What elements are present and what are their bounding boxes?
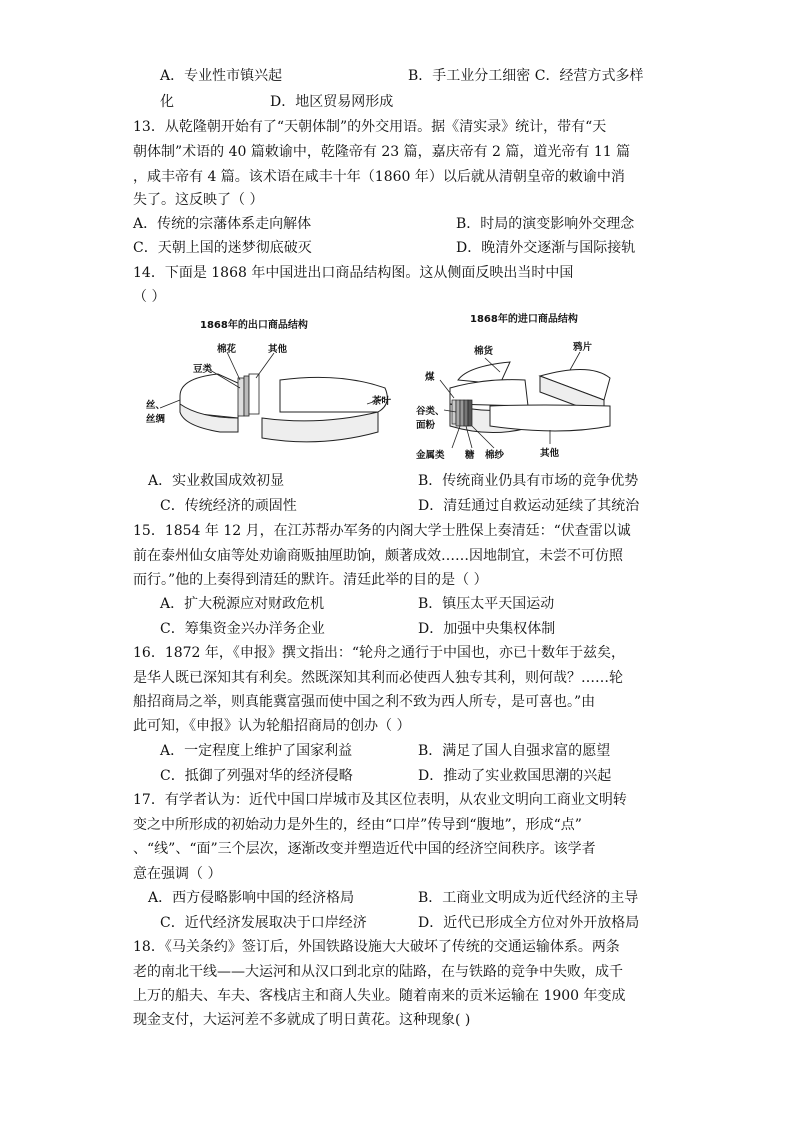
import-chart-title: 1868年的进口商品结构 [470,314,578,325]
import-label-metal: 金属类 [416,450,445,461]
export-label-cotton: 棉花 [217,344,237,355]
q15-option-c[interactable]: C．筹集资金兴办洋务企业 [160,621,325,637]
q14-stem-line-1: 14．下面是 1868 年中国进出口商品结构图。这从侧面反映出当时中国 [133,265,574,281]
q17-option-a[interactable]: A．西方侵略影响中国的经济格局 [148,890,355,906]
export-slice-beans [238,378,244,416]
trade-structure-charts [140,308,660,468]
q14-option-b[interactable]: B．传统商业仍具有市场的竞争优势 [418,473,639,489]
q16-option-a[interactable]: A．一定程度上维护了国家利益 [160,743,353,759]
import-label-grain: 谷类、 [416,406,445,417]
q16-stem-line-2: 是华人既已深知其有利矣。然既深知其利而必使西人独专其利，则何哉？……轮 [133,670,623,686]
q15-stem-line-3: 而行。”他的上奏得到清廷的默许。清廷此举的目的是（ ） [133,572,488,588]
q13-stem-line-2: 朝体制”术语的 40 篇敕谕中，乾隆帝有 23 篇，嘉庆帝有 2 篇，道光帝有 11 篇 [133,144,631,160]
q14-stem-line-2: （ ） [133,289,166,305]
export-pie-chart [146,318,392,442]
import-slice-yarn [468,400,472,426]
import-label-opium: 鸦片 [573,342,593,353]
import-slice-sugar [464,400,468,426]
q12-option-c-continued: 化 [160,94,174,110]
q17-option-c[interactable]: C．近代经济发展取决于口岸经济 [160,915,367,931]
q16-stem-line-4: 此可知，《申报》认为轮船招商局的创办（ ） [133,718,411,734]
export-label-silk: 丝、 [146,400,166,411]
export-slice-cotton [244,376,249,416]
q16-option-b[interactable]: B．满足了国人自强求富的愿望 [418,743,611,759]
q18-stem-line-1: 18．《马关条约》签订后，外国铁路设施大大破坏了传统的交通运输体系。两条 [133,939,620,955]
q17-stem-line-3: 、“线”、“面”三个层次，逐渐改变并塑造近代中国的经济空间秩序。该学者 [133,841,596,857]
q15-option-d[interactable]: D．加强中央集权体制 [418,621,556,637]
q15-stem-line-2: 前在泰州仙女庙等处劝谕商贩抽厘助饷，颇著成效……因地制宜，未尝不可仿照 [133,548,623,564]
q13-option-d[interactable]: D．晚清外交逐渐与国际接轨 [456,240,636,256]
q13-option-c[interactable]: C．天朝上国的迷梦彻底破灭 [133,240,312,256]
import-slice-grain [456,400,460,426]
q16-option-d[interactable]: D．推动了实业救国思潮的兴起 [418,768,612,784]
q13-stem-line-3: ，咸丰帝有 4 篇。该术语在咸丰十年（1860 年）以后就从清朝皇帝的敕谕中消 [133,169,625,185]
import-slice-other [490,405,610,431]
export-label-other: 其他 [268,344,288,355]
import-label-sugar: 糖 [465,450,475,461]
q16-stem-line-1: 16．1872 年，《申报》撰文指出：“轮舟之通行于中国也，亦已十数年于兹矣， [133,645,626,661]
q14-option-d[interactable]: D．清廷通过自救运动延续了其统治 [418,498,640,514]
export-label-silk-2: 丝绸 [146,414,166,425]
import-pie-chart [416,312,610,461]
q16-option-c[interactable]: C．抵御了列强对华的经济侵略 [160,768,353,784]
q17-stem-line-2: 变之中所形成的初始动力是外生的，经由“口岸”传导到“腹地”，形成“点” [133,817,582,833]
q15-option-b[interactable]: B．镇压太平天国运动 [418,596,555,612]
q18-stem-line-4: 现金支付，大运河差不多就成了明日黄花。这种现象( ) [133,1012,471,1028]
q12-option-d[interactable]: D．地区贸易网形成 [270,94,394,110]
import-slice-metal [460,400,464,426]
q17-stem-line-4: 意在强调（ ） [133,866,222,882]
q13-stem-line-1: 13．从乾隆朝开始有了“天朝体制”的外交用语。据《清实录》统计，带有“天 [133,119,607,135]
q16-stem-line-3: 船招商局之举，则真能冀富强而使中国之利不致为西人所专，是可喜也。”由 [133,694,596,710]
q13-stem-line-4: 失了。这反映了（ ） [133,192,264,208]
q14-option-a[interactable]: A．实业救国成效初显 [148,473,285,489]
q15-option-a[interactable]: A．扩大税源应对财政危机 [160,596,325,612]
q13-option-b[interactable]: B．时局的演变影响外交理念 [456,216,635,232]
export-chart-title: 1868年的出口商品结构 [200,320,308,331]
q13-option-a[interactable]: A．传统的宗藩体系走向解体 [133,216,312,232]
q12-option-a[interactable]: A．专业性市镇兴起 [160,68,283,84]
q17-stem-line-1: 17．有学者认为：近代中国口岸城市及其区位表明，从农业文明向工商业文明转 [133,792,627,808]
q12-option-bc[interactable]: B．手工业分工细密 C．经营方式多样 [408,68,644,84]
export-label-tea: 茶叶 [372,396,392,407]
import-label-coal: 煤 [425,372,435,383]
export-label-beans: 豆类 [193,364,213,375]
q14-option-c[interactable]: C．传统经济的顽固性 [160,498,297,514]
export-slice-tea-side [262,412,378,442]
import-label-cotton-goods: 棉货 [474,346,494,357]
q15-stem-line-1: 15．1854 年 12 月，在江苏帮办军务的内阁大学士胜保上奏清廷：“伏查雷以诚 [133,523,631,539]
q17-option-b[interactable]: B．工商业文明成为近代经济的主导 [418,890,639,906]
export-slice-other [249,374,259,414]
import-label-grain-2: 面粉 [416,420,436,431]
q17-option-d[interactable]: D．近代已形成全方位对外开放格局 [418,915,640,931]
q18-stem-line-3: 上万的船夫、车夫、客栈店主和商人失业。随着南来的贡米运输在 1900 年变成 [133,988,626,1004]
import-label-yarn: 棉纱 [485,450,505,461]
import-label-other: 其他 [540,448,560,459]
q18-stem-line-2: 老的南北干线——大运河和从汉口到北京的陆路，在与铁路的竞争中失败，成千 [133,964,623,980]
